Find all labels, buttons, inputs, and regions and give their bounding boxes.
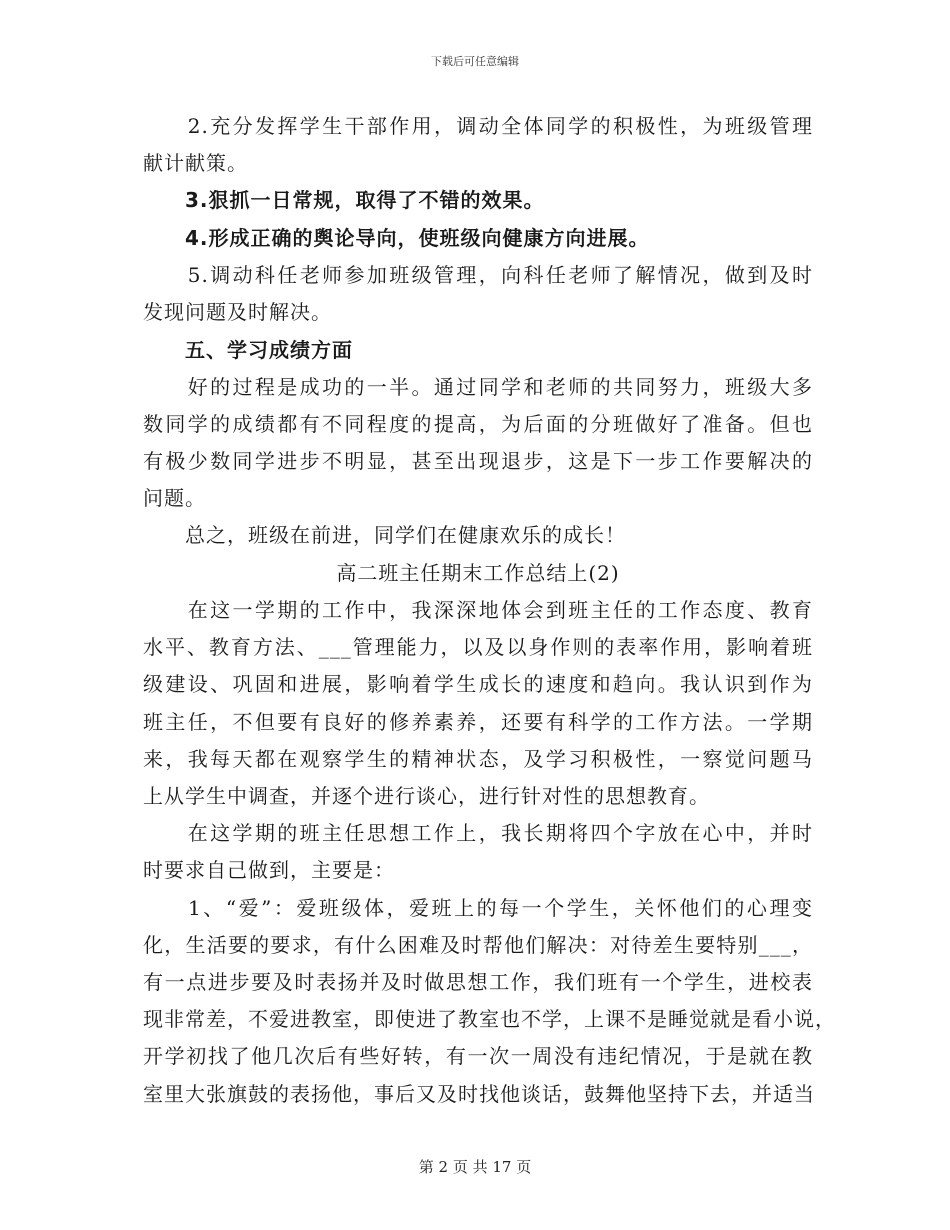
paragraph-line: 时要求自己做到，主要是：	[143, 858, 395, 882]
article-title: 高二班主任期末工作总结上(2)	[336, 561, 620, 585]
header-note: 下载后可任意编辑	[431, 55, 519, 68]
paragraph-line: 献计献策。	[143, 151, 248, 175]
paragraph-line: 现非常差，不爱进教室，即使进了教室也不学，上课不是睡觉就是看小说，	[143, 1007, 836, 1031]
paragraph-line: 上从学生中调查，并逐个进行谈心，进行针对性的思想教育。	[143, 784, 710, 808]
page-number: 第 2 页 共 17 页	[418, 1158, 532, 1176]
paragraph-line-bold: 3.狠抓一日常规，取得了不错的效果。	[143, 188, 545, 212]
paragraph-line: 在这学期的班主任思想工作上，我长期将四个字放在心中，并时	[143, 821, 813, 845]
paragraph-line: 来，我每天都在观察学生的精神状态，及学习积极性，一察觉问题马	[143, 747, 813, 771]
paragraph-line: 有极少数同学进步不明显，甚至出现退步，这是下一步工作要解决的	[143, 449, 813, 473]
paragraph-line: 发现问题及时解决。	[143, 300, 332, 324]
paragraph-line: 1、“爱”：爱班级体，爱班上的每一个学生，关怀他们的心理变	[143, 896, 813, 920]
paragraph-line: 有一点进步要及时表扬并及时做思想工作，我们班有一个学生，进校表	[143, 970, 813, 994]
paragraph-line: 总之，班级在前进，同学们在健康欢乐的成长！	[143, 523, 626, 547]
paragraph-line: 2.充分发挥学生干部作用，调动全体同学的积极性，为班级管理	[143, 114, 813, 138]
section-heading: 五、学习成绩方面	[143, 338, 353, 362]
paragraph-line: 问题。	[143, 486, 206, 510]
paragraph-line: 室里大张旗鼓的表扬他，事后又及时找他谈话，鼓舞他坚持下去，并适当	[143, 1082, 815, 1106]
paragraph-line: 班主任，不但要有良好的修养素养，还要有科学的工作方法。一学期	[143, 710, 813, 734]
paragraph-line: 数同学的成绩都有不同程度的提高，为后面的分班做好了准备。但也	[143, 412, 813, 436]
paragraph-line: 水平、教育方法、___管理能力，以及以身作则的表率作用，影响着班	[143, 635, 813, 659]
paragraph-line: 好的过程是成功的一半。通过同学和老师的共同努力，班级大多	[143, 375, 813, 399]
paragraph-line: 化，生活要的要求，有什么困难及时帮他们解决：对待差生要特别___，	[143, 933, 813, 957]
paragraph-line: 开学初找了他几次后有些好转，有一次一周没有违纪情况，于是就在教	[143, 1044, 813, 1068]
paragraph-line: 在这一学期的工作中，我深深地体会到班主任的工作态度、教育	[143, 598, 813, 622]
paragraph-line: 5.调动科任老师参加班级管理，向科任老师了解情况，做到及时	[143, 263, 813, 287]
paragraph-line: 级建设、巩固和进展，影响着学生成长的速度和趋向。我认识到作为	[143, 672, 813, 696]
paragraph-line-bold: 4.形成正确的舆论导向，使班级向健康方向进展。	[143, 226, 650, 250]
